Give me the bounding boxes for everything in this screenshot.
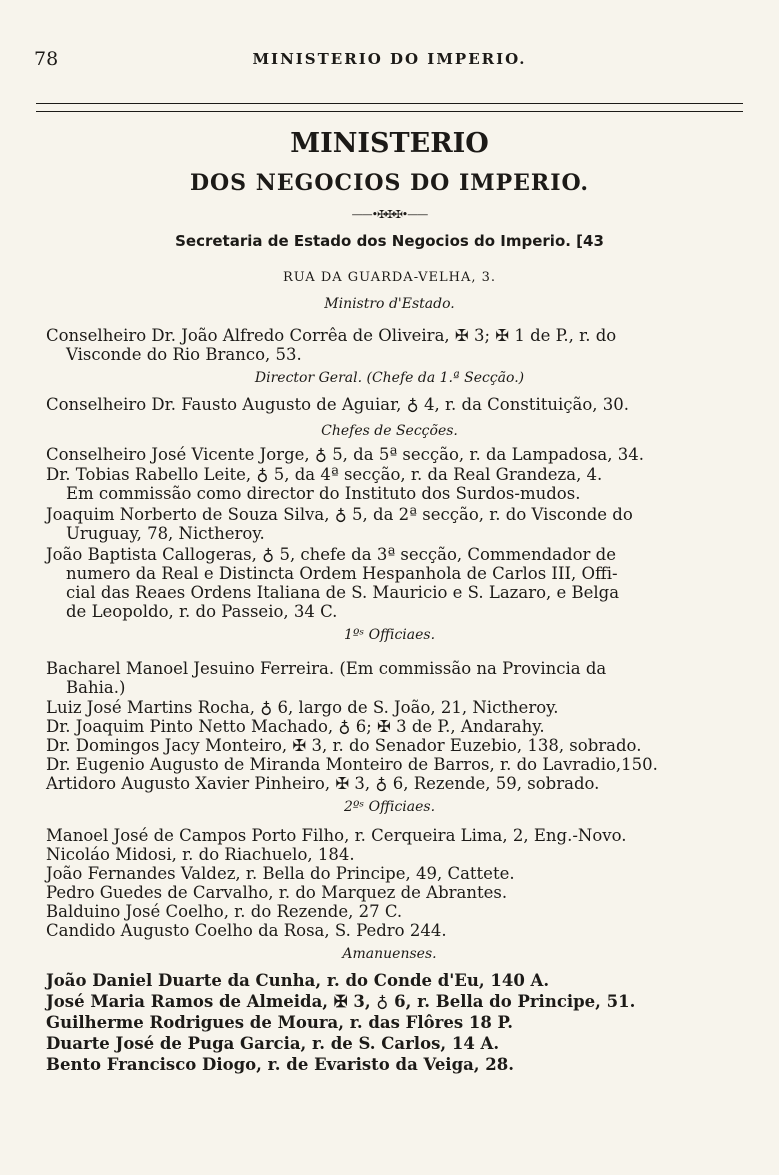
entry-line: cial das Reaes Ordens Italiana de S. Mauricio e S. Lazaro, e Belga	[66, 583, 620, 602]
entry-line: Dr. Tobias Rabello Leite, ♁ 5, da 4ª secção, r. da Real Grandeza, 4.	[46, 465, 603, 484]
entry-ministro	[46, 326, 740, 364]
entry-line: Luiz José Martins Rocha, ♁ 6, largo de S. João, 21, Nictheroy.	[46, 698, 559, 717]
entry-line: João Daniel Duarte da Cunha, r. do Conde d'Eu, 140 A.	[46, 971, 550, 990]
entry-official-2nd-2	[46, 845, 740, 864]
entry-line: Conselheiro José Vicente Jorge, ♁ 5, da 5ª secção, r. da Lampadosa, 34.	[46, 445, 644, 464]
entry-line: João Fernandes Valdez, r. Bella do Principe, 49, Cattete.	[46, 864, 515, 883]
entry-chefe-4	[46, 545, 740, 621]
entry-line: Artidoro Augusto Xavier Pinheiro, ✠ 3, ♁ 6, Rezende, 59, sobrado.	[46, 774, 600, 793]
street-address: RUA DA GUARDA-VELHA, 3.	[282, 270, 497, 285]
entry-official-6	[46, 774, 740, 793]
entry-line: Dr. Joaquim Pinto Netto Machado, ♁ 6; ✠ 3 de P., Andarahy.	[46, 717, 545, 736]
entry-line: Bacharel Manoel Jesuino Ferreira. (Em commissão na Provincia da	[46, 659, 607, 678]
entry-line: Balduino José Coelho, r. do Rezende, 27 C.	[46, 902, 403, 921]
page-number: 78	[34, 48, 59, 70]
entry-official-2nd-4	[46, 883, 740, 902]
entry-official-2nd-1	[46, 826, 740, 845]
entry-amanuense-4	[46, 1034, 740, 1053]
entry-line: Conselheiro Dr. João Alfredo Corrêa de Oliveira, ✠ 3; ✠ 1 de P., r. do	[46, 326, 617, 345]
ornament-divider: ——•✠✠✠•——	[351, 208, 428, 221]
entry-official-1	[46, 659, 740, 697]
entry-official-4	[46, 736, 740, 755]
main-title: MINISTERIO	[290, 128, 489, 159]
entry-line: numero da Real e Distincta Ordem Hespanhola de Carlos III, Offi-	[66, 564, 618, 583]
entry-chefe-1	[46, 445, 740, 464]
entry-line: José Maria Ramos de Almeida, ✠ 3, ♁ 6, r. Bella do Principe, 51.	[46, 992, 636, 1011]
entry-line: Pedro Guedes de Carvalho, r. do Marquez de Abrantes.	[46, 883, 508, 902]
entry-amanuense-1	[46, 971, 740, 990]
entry-line: Duarte José de Puga Garcia, r. de S. Carlos, 14 A.	[46, 1034, 500, 1053]
entry-chefe-3	[46, 505, 740, 543]
entry-line: João Baptista Callogeras, ♁ 5, chefe da 3ª secção, Commendador de	[46, 545, 616, 564]
entry-line: Dr. Eugenio Augusto de Miranda Monteiro de Barros, r. do Lavradio,150.	[46, 755, 658, 774]
entry-line: Joaquim Norberto de Souza Silva, ♁ 5, da 2ª secção, r. do Visconde do	[46, 505, 633, 524]
section-heading-director: Director Geral. (Chefe da 1.ª Secção.)	[254, 370, 525, 386]
entry-official-2nd-5	[46, 902, 740, 921]
entry-director	[46, 395, 740, 414]
entry-line: Uruguay, 78, Nictheroy.	[66, 524, 265, 543]
section-heading-segundos-officiaes: 2ºˢ Officiaes.	[343, 799, 436, 815]
entry-amanuense-3	[46, 1013, 740, 1032]
entry-chefe-2	[46, 465, 740, 503]
entry-line: Candido Augusto Coelho da Rosa, S. Pedro 244.	[46, 921, 447, 940]
running-head	[0, 48, 779, 78]
entry-line: Em commissão como director do Instituto dos Surdos-mudos.	[66, 484, 581, 503]
entry-official-3	[46, 717, 740, 736]
secretaria-heading: Secretaria de Estado dos Negocios do Imperio. [43	[175, 232, 604, 250]
entry-amanuense-5	[46, 1055, 740, 1074]
entry-official-2nd-6	[46, 921, 740, 940]
entry-line: Guilherme Rodrigues de Moura, r. das Flôres 18 P.	[46, 1013, 513, 1032]
entry-official-2nd-3	[46, 864, 740, 883]
entry-line: Nicoláo Midosi, r. do Riachuelo, 184.	[46, 845, 355, 864]
section-heading-chefes: Chefes de Secções.	[321, 423, 458, 439]
entry-line: Visconde do Rio Branco, 53.	[66, 345, 302, 364]
entry-official-2	[46, 698, 740, 717]
entry-line: Bahia.)	[66, 678, 126, 697]
main-subtitle: DOS NEGOCIOS DO IMPERIO.	[189, 170, 590, 196]
entry-line: Dr. Domingos Jacy Monteiro, ✠ 3, r. do Senador Euzebio, 138, sobrado.	[46, 736, 642, 755]
double-rule-divider	[36, 103, 743, 112]
entry-official-5	[46, 755, 740, 774]
running-title: MINISTERIO DO IMPERIO.	[252, 50, 527, 68]
entry-line: de Leopoldo, r. do Passeio, 34 C.	[66, 602, 338, 621]
entry-line: Bento Francisco Diogo, r. de Evaristo da Veiga, 28.	[46, 1055, 515, 1074]
section-heading-amanuenses: Amanuenses.	[342, 946, 437, 962]
section-heading-primeiros-officiaes: 1ºˢ Officiaes.	[343, 627, 436, 643]
section-heading-ministro: Ministro d'Estado.	[324, 296, 455, 312]
entry-line: Conselheiro Dr. Fausto Augusto de Aguiar, ♁ 4, r. da Constituição, 30.	[46, 395, 629, 414]
entry-line: Manoel José de Campos Porto Filho, r. Cerqueira Lima, 2, Eng.-Novo.	[46, 826, 627, 845]
entry-amanuense-2	[46, 992, 740, 1011]
